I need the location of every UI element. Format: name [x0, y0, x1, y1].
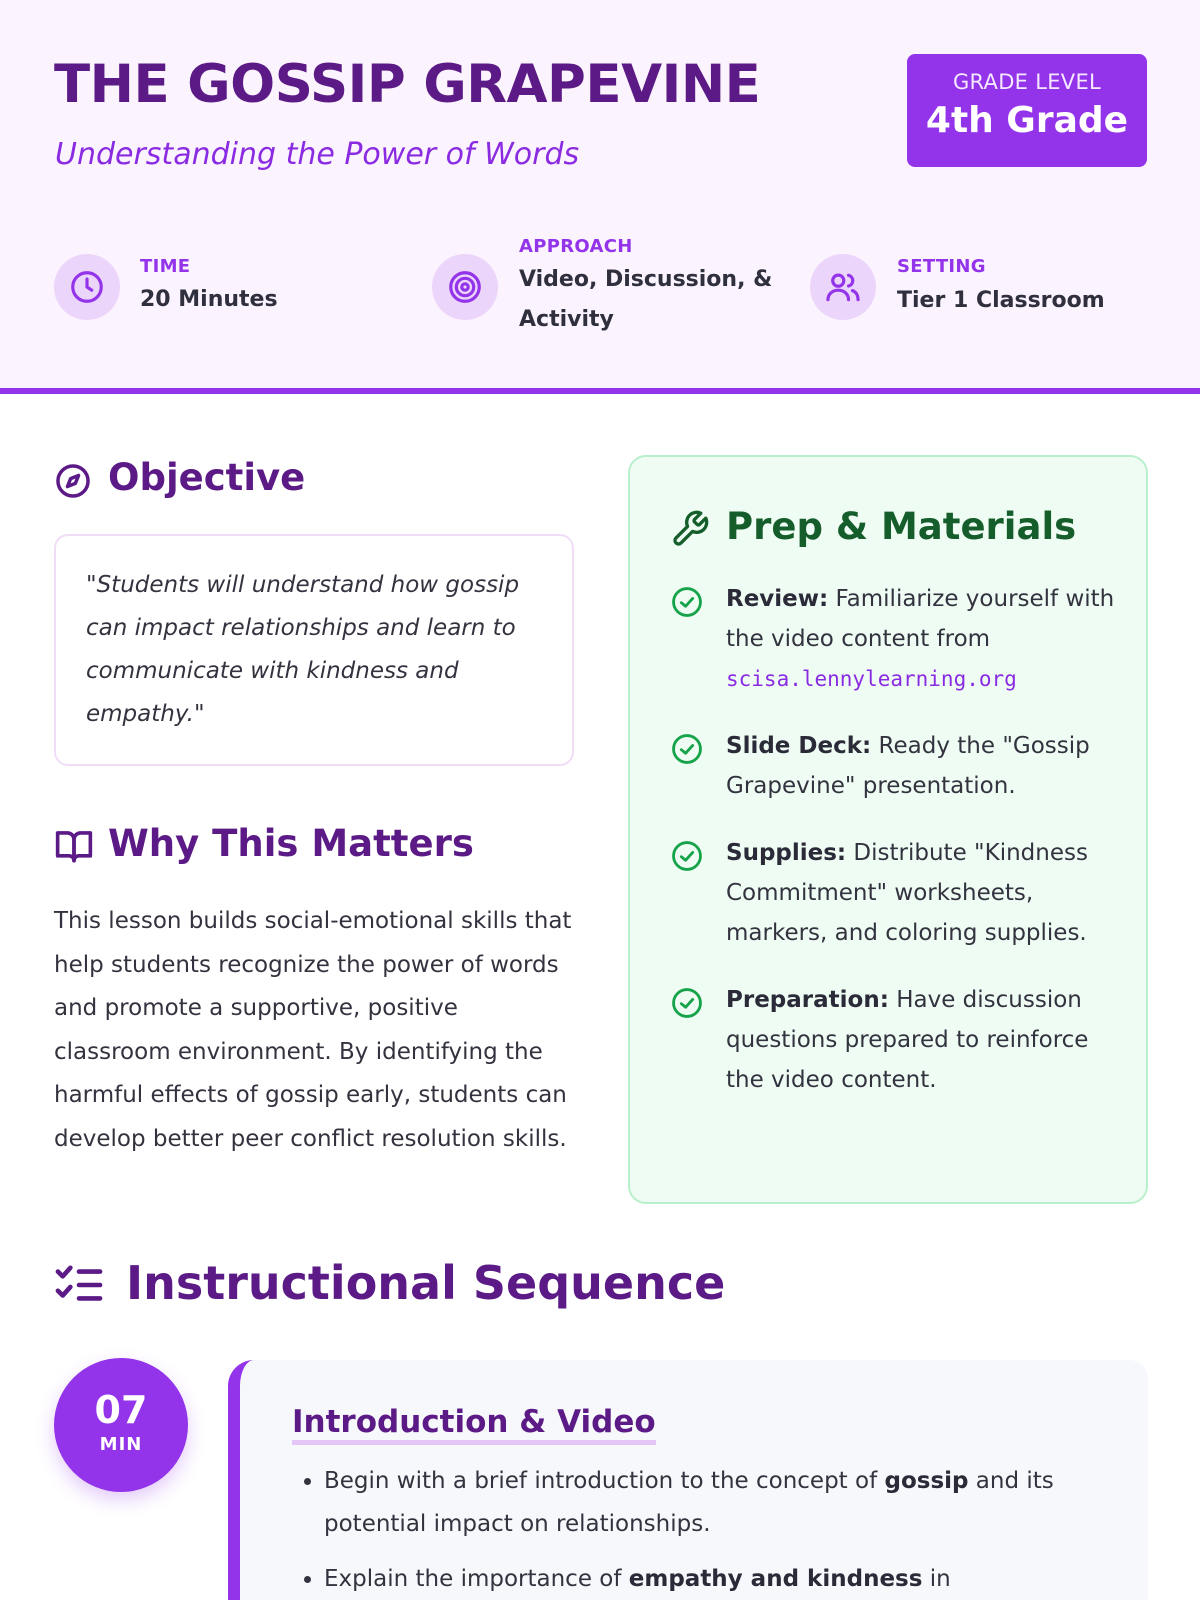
- resource-url: scisa.lennylearning.org: [726, 667, 1017, 691]
- step-duration-badge: [54, 1358, 188, 1492]
- users-icon: [810, 254, 876, 320]
- check-circle-icon: [670, 839, 704, 877]
- sequence-title: Instructional Sequence: [126, 1256, 726, 1310]
- step-minutes: 07: [94, 1388, 148, 1432]
- why-text: This lesson builds social-emotional skills that help students recognize the power of words and promote a supportive, positive classroom environment. By identifying the harmful effects of gossip early, students can develop better peer conflict resolution skills.: [54, 908, 572, 1152]
- page-subtitle: Understanding the Power of Words: [55, 137, 580, 172]
- setting-value: Tier 1 Classroom: [897, 288, 1105, 313]
- approach-label: APPROACH: [519, 236, 633, 257]
- grade-level-label: GRADE LEVEL: [952, 70, 1102, 94]
- approach-value-line2: Activity: [519, 307, 614, 332]
- page-title: THE GOSSIP GRAPEVINE: [54, 54, 761, 115]
- check-circle-icon: [670, 585, 704, 623]
- objective-text: "Students will understand how gossip can impact relationships and learn to communicate with kindness and empathy.": [86, 572, 520, 727]
- prep-item-preparation: Preparation: Have discussion questions prepared to reinforce the video content.: [726, 987, 1089, 1093]
- step-minutes-unit: MIN: [99, 1434, 143, 1455]
- prep-title: Prep & Materials: [726, 505, 1077, 548]
- compass-icon: [54, 462, 92, 504]
- setting-label: SETTING: [897, 256, 986, 277]
- target-icon: [432, 254, 498, 320]
- check-circle-icon: [670, 986, 704, 1024]
- prep-item-review: Review: Familiarize yourself with the video content from scisa.lennylearning.org: [726, 586, 1115, 691]
- grade-level-badge: [907, 54, 1147, 167]
- time-value: 20 Minutes: [140, 287, 278, 312]
- approach-value-line1: Video, Discussion, &: [519, 267, 773, 292]
- step-title: Introduction & Video: [292, 1404, 656, 1445]
- check-circle-icon: [670, 732, 704, 770]
- objective-title: Objective: [108, 456, 306, 499]
- list-item: • Explain the importance of empathy and kindness in: [324, 1558, 1114, 1600]
- list-checks-icon: [54, 1262, 104, 1312]
- clock-icon: [54, 254, 120, 320]
- time-label: TIME: [140, 256, 191, 277]
- step-bullet-list: [324, 1460, 1114, 1600]
- book-open-icon: [54, 828, 94, 868]
- objective-box: [54, 534, 574, 766]
- wrench-icon: [670, 509, 710, 553]
- prep-item-slide-deck: Slide Deck: Ready the "Gossip Grapevine" presentation.: [726, 733, 1090, 799]
- grade-level-value: 4th Grade: [925, 100, 1129, 141]
- why-title: Why This Matters: [108, 822, 474, 865]
- header: [0, 0, 1200, 394]
- list-item: • Begin with a brief introduction to the concept of gossip and its potential impact on relationships.: [324, 1460, 1114, 1546]
- step-card: [228, 1360, 1148, 1600]
- prep-materials-card: [628, 455, 1148, 1204]
- prep-item-supplies: Supplies: Distribute "Kindness Commitment" worksheets, markers, and coloring supplies.: [726, 840, 1088, 946]
